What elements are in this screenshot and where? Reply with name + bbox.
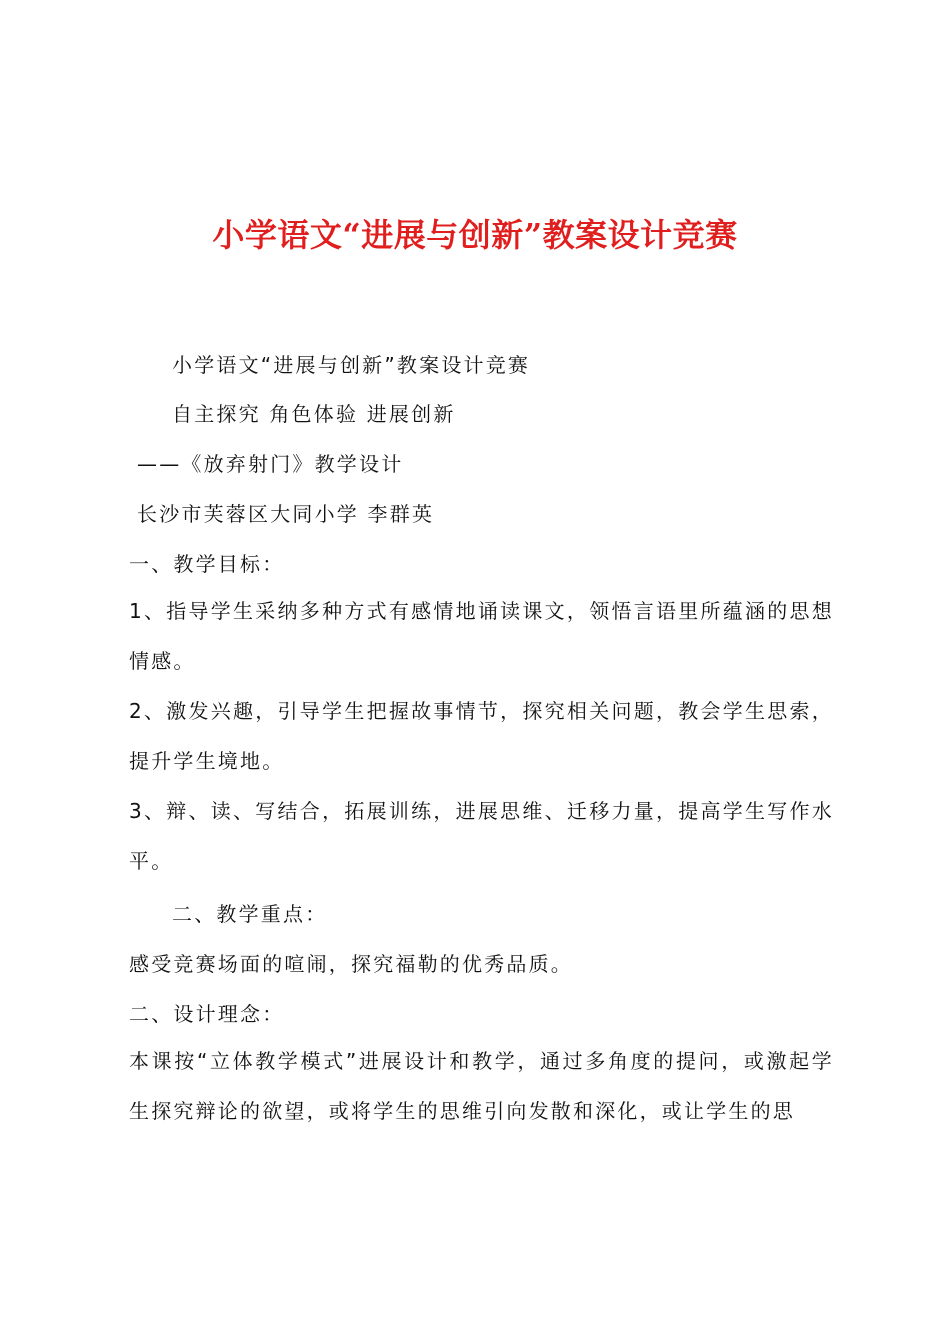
goal-paragraph-2: 2、激发兴趣，引导学生把握故事情节，探究相关问题，教会学生思索，提升学生境地。: [129, 699, 834, 773]
concept-paragraph: 本课按“立体教学模式”进展设计和教学，通过多角度的提问，或激起学生探究辩论的欲望，或将学生的思维引向发散和深化，或让学生的思: [129, 1049, 834, 1123]
author-line: 长沙市芙蓉区大同小学 李群英: [137, 502, 435, 526]
goal-paragraph-3: 3、辩、读、写结合，拓展训练，进展思维、迁移力量，提高学生写作水平。: [129, 799, 834, 873]
document-title: 小学语文“进展与创新”教案设计竞赛: [212, 216, 738, 254]
section-heading-focus: 二、教学重点：: [172, 902, 328, 926]
section-heading-concept: 二、设计理念：: [129, 1002, 285, 1026]
focus-paragraph: 感受竞赛场面的喧闹，探究福勒的优秀品质。: [129, 952, 573, 976]
subtitle-line: 小学语文“进展与创新”教案设计竞赛: [172, 353, 531, 377]
motto-line: 自主探究 角色体验 进展创新: [172, 402, 456, 426]
goal-paragraph-1: 1、指导学生采纳多种方式有感情地诵读课文，领悟言语里所蕴涵的思想情感。: [129, 599, 834, 673]
section-heading-goals: 一、教学目标：: [129, 552, 285, 576]
lesson-title-line: ——《放弃射门》教学设计: [137, 452, 404, 476]
